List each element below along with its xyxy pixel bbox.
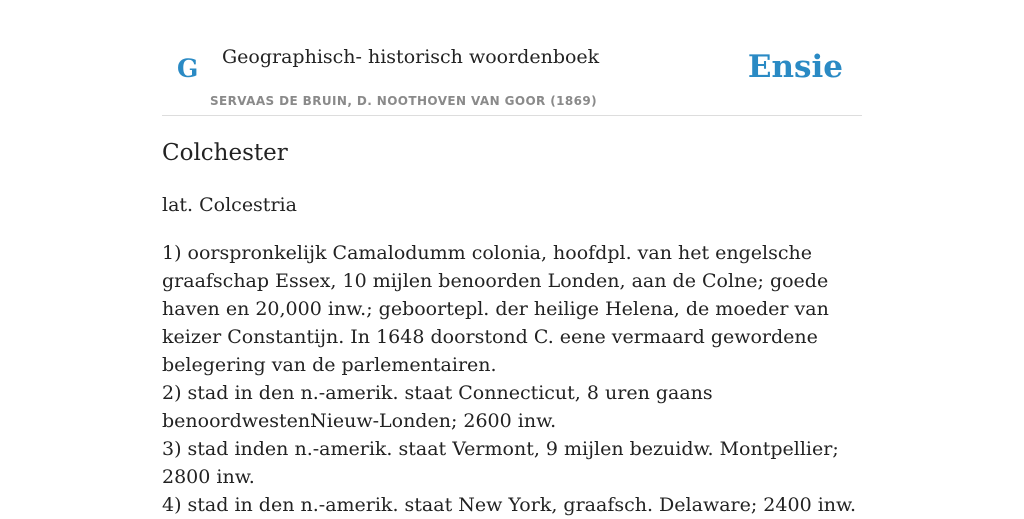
entry-paragraph-2: 2) stad in den n.-amerik. staat Connecticut, 8 uren gaans benoordwestenNieuw-Londen; 2600 inw. [162,382,713,432]
entry-body [162,239,862,519]
brand-logo[interactable]: Ensie [747,49,843,85]
entry-card [162,0,862,516]
entry-paragraph-4: 4) stad in den n.-amerik. staat New York, graafsch. Delaware; 2400 inw. [162,494,857,516]
book-title[interactable]: Geographisch- historisch woordenboek [222,46,600,68]
book-logo-icon[interactable]: G [177,54,199,83]
book-header [162,0,862,116]
entry-paragraph-1: 1) oorspronkelijk Camalodumm colonia, hoofdpl. van het engelsche graafschap Essex, 10 mijlen benoorden Londen, aan de Colne; goede haven en 20,000 inw.; geboortepl. der heilige Helena, de moeder van keizer Constantijn. In 1648 doorstond C. eene vermaard gewordene belegering van de parlementairen. [162,242,829,376]
book-author: SERVAAS DE BRUIN, D. NOOTHOVEN VAN GOOR (1869) [210,94,598,108]
entry-paragraph-3: 3) stad inden n.-amerik. staat Vermont, 9 mijlen bezuidw. Montpellier; 2800 inw. [162,438,839,488]
entry-title: Colchester [162,140,288,166]
entry-subtitle: lat. Colcestria [162,194,297,216]
